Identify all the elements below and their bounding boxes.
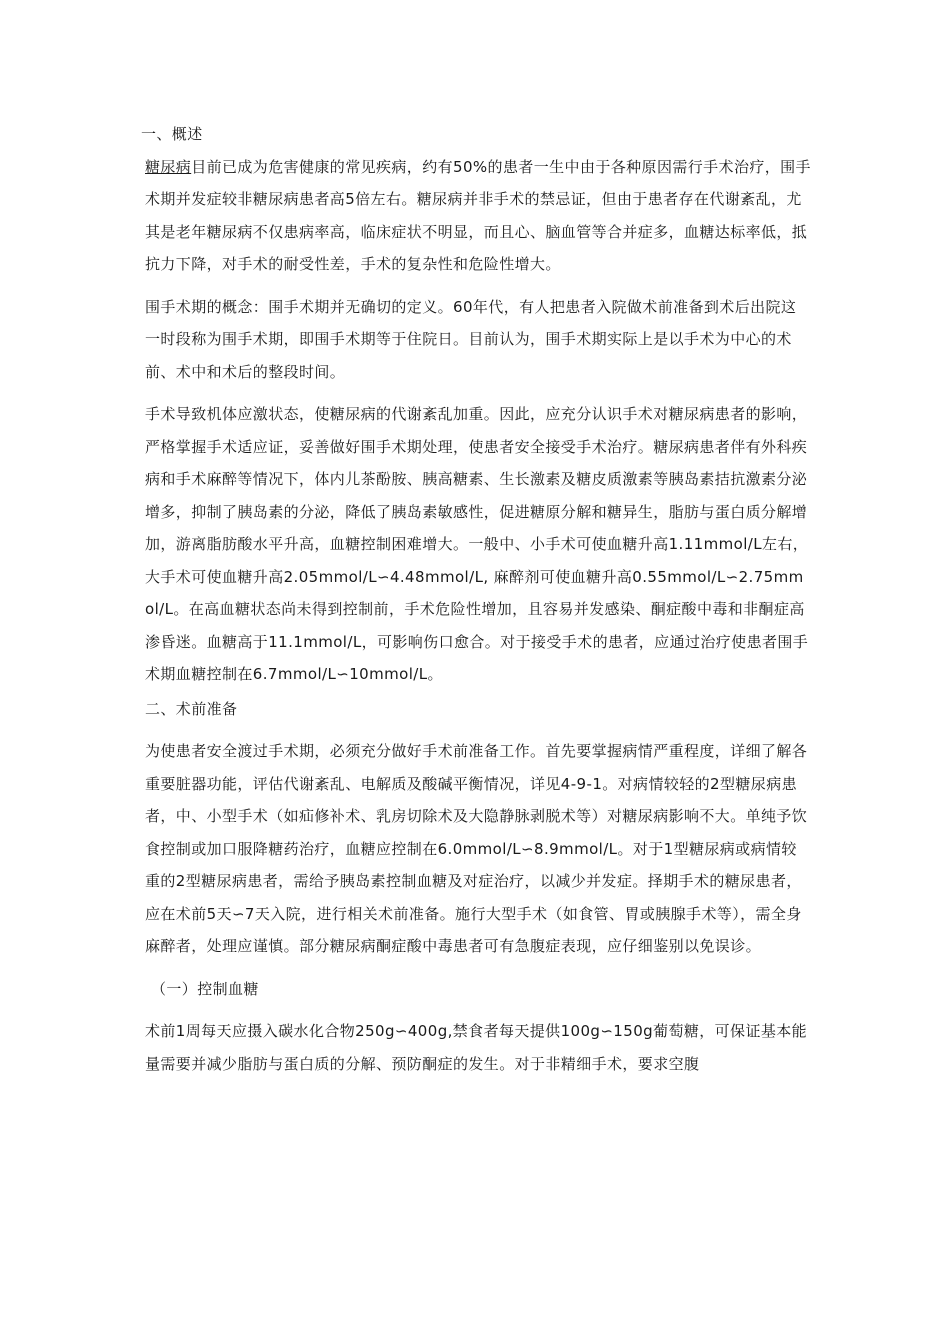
section-heading-preoperative: 二、术前准备 (145, 699, 238, 718)
document-body (141, 118, 811, 1080)
paragraph-overview-text: 目前已成为危害健康的常见疾病，约有50%的患者一生中由于各种原因需行手术治疗，围手术期并发症较非糖尿病患者高5倍左右。糖尿病并非手术的禁忌证，但由于患者存在代谢紊乱，尤其是老年糖尿病不仅患病率高，临床症状不明显，而且心、脑血管等合并症多，血糖达标率低，抵抗力下降，对手术的耐受性差，手术的复杂性和危险性增大。 (145, 157, 811, 273)
paragraph-overview (141, 151, 811, 281)
paragraph-preoperative-preparation: 为使患者安全渡过手术期，必须充分做好手术前准备工作。首先要掌握病情严重程度，详细了解各重要脏器功能，评估代谢紊乱、电解质及酸碱平衡情况，详见4-9-1。对病情较轻的2型糖尿病患者，中、小型手术（如疝修补术、乳房切除术及大隐静脉剥脱术等）对糖尿病影响不大。单纯予饮食控制或加口服降糖药治疗，血糖应控制在6.0mmol/L∽8.9mmol/L。对于1型糖尿病或病情较重的2型糖尿病患者，需给予胰岛素控制血糖及对症治疗，以减少并发症。择期手术的糖尿患者，应在术前5天∽7天入院，进行相关术前准备。施行大型手术（如食管、胃或胰腺手术等），需全身麻醉者，处理应谨慎。部分糖尿病酮症酸中毒患者可有急腹症表现，应仔细鉴别以免误诊。 (145, 742, 808, 955)
paragraph-glucose-control: 术前1周每天应摄入碳水化合物250g∽400g,禁食者每天提供100g∽150g葡萄糖，可保证基本能量需要并减少脂肪与蛋白质的分解、预防酮症的发生。对于非精细手术，要求空腹 (145, 1022, 808, 1073)
section-heading-overview: 一、概述 (141, 125, 203, 143)
paragraph-perioperative-concept: 围手术期的概念：围手术期并无确切的定义。60年代，有人把患者入院做术前准备到术后出院这一时段称为围手术期，即围手术期等于住院日。目前认为，围手术期实际上是以手术为中心的术前、术中和术后的整段时间。 (145, 297, 797, 381)
subsection-heading-glucose-control: （一）控制血糖 (151, 979, 259, 998)
diabetes-link[interactable]: 糖尿病 (145, 157, 192, 176)
paragraph-surgical-stress: 手术导致机体应激状态，使糖尿病的代谢紊乱加重。因此，应充分认识手术对糖尿病患者的影响，严格掌握手术适应证，妥善做好围手术期处理，使患者安全接受手术治疗。糖尿病患者伴有外科疾病和手术麻醉等情况下，体内儿茶酚胺、胰高糖素、生长激素及糖皮质激素等胰岛素拮抗激素分泌增多，抑制了胰岛素的分泌，降低了胰岛素敏感性，促进糖原分解和糖异生，脂肪与蛋白质分解增加，游离脂肪酸水平升高，血糖控制困难增大。一般中、小手术可使血糖升高1.11mmol/L左右，大手术可使血糖升高2.05mmol/L∽4.48mmol/L, 麻醉剂可使血糖升高0.55mmol/L∽2.75mmol/L。在高血糖状态尚未得到控制前，手术危险性增加，且容易并发感染、酮症酸中毒和非酮症高渗昏迷。血糖高于11.1mmol/L，可影响伤口愈合。对于接受手术的患者，应通过治疗使患者围手术期血糖控制在6.7mmol/L∽10mmol/L。 (145, 405, 809, 683)
